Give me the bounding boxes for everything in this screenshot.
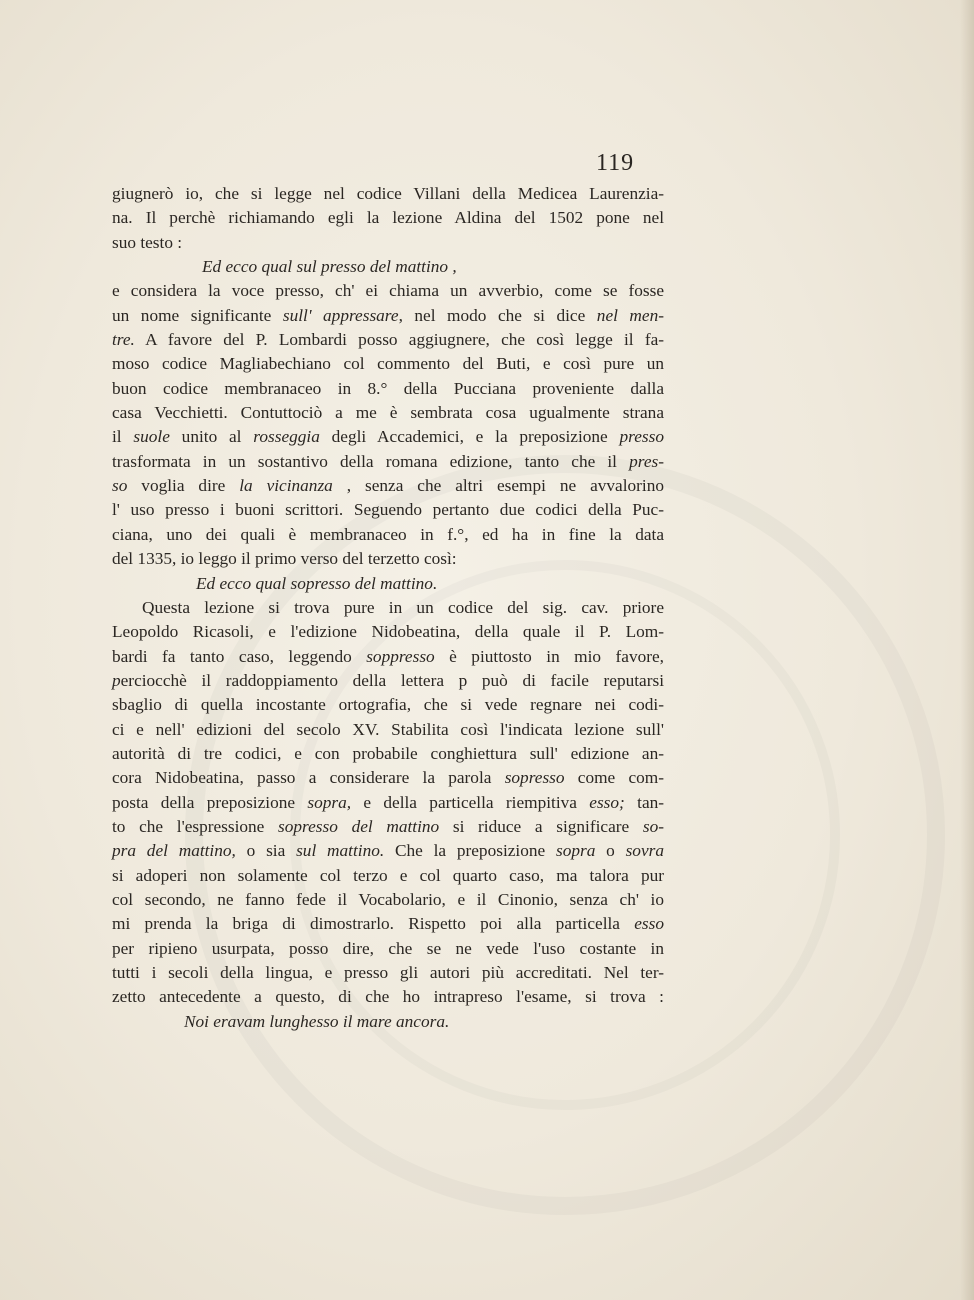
text-line: posta della preposizione sopra, e della particella riempitiva esso; tan- [112,792,665,812]
text-line: so voglia dire la vicinanza , senza che altri esempi ne avvalorino [112,476,664,496]
text-line: trasformata in un sostantivo della romana edizione, tanto che il pres- [112,451,664,471]
verse-line: Ed ecco qual sul presso del mattino , [202,257,457,277]
text-line: mi prenda la briga di dimostrarlo. Rispetto poi alla particella esso [112,914,664,934]
text-line: buon codice membranaceo in 8.° della Pucciana proveniente dalla [112,378,664,398]
text-line: zetto antecedente a questo, di che ho intrapreso l'esame, si trova : [112,987,664,1007]
text-line: Questa lezione si trova pure in un codice del sig. cav. priore [142,597,664,617]
text-line: tre. A favore del P. Lombardi posso aggiugnere, che così legge il fa- [112,330,664,350]
page-number: 119 [596,150,635,176]
text-line: sbaglio di quella incostante ortografia, che si vede regnare nei codi- [112,695,664,715]
text-line: l' uso presso i buoni scrittori. Seguendo pertanto due codici della Puc- [112,500,664,520]
text-line: moso codice Magliabechiano col commento del Buti, e così pure un [112,354,664,374]
verse-line: Ed ecco qual sopresso del mattino. [196,573,438,593]
text-line: si adoperi non solamente col terzo e col quarto caso, ma talora pur [112,865,664,885]
text-line: per ripieno usurpata, posso dire, che se ne vede l'uso costante in [112,938,664,958]
verse-line: Noi eravam lunghesso il mare ancora. [184,1011,450,1031]
body-text [112,182,664,1034]
text-line: suo testo : [112,232,183,252]
text-line: casa Vecchietti. Contuttociò a me è sembrata cosa ugualmente strana [112,403,664,423]
page-edge-shadow [960,0,974,1300]
text-line: autorità di tre codici, e con probabile conghiettura sull' edizione an- [112,743,664,763]
text-line: e considera la voce presso, ch' ei chiama un avverbio, come se fosse [112,281,664,301]
text-line: bardi fa tanto caso, leggendo soppresso è piuttosto in mio favore, [112,646,664,666]
text-line: giugnerò io, che si legge nel codice Villani della Medicea Laurenzia- [112,184,664,203]
text-line: pra del mattino, o sia sul mattino. Che la preposizione sopra o sovra [112,841,664,861]
text-line: perciocchè il raddoppiamento della lettera p può di facile reputarsi [112,670,664,690]
text-line: il suole unito al rosseggia degli Accademici, e la preposizione presso [112,427,664,447]
text-line: del 1335, io leggo il primo verso del terzetto così: [112,549,457,569]
text-line: un nome significante sull' appressare, nel modo che si dice nel men- [112,305,664,325]
text-line: tutti i secoli della lingua, e presso gli autori più accreditati. Nel ter- [112,963,664,982]
text-line: col secondo, ne fanno fede il Vocabolario, e il Cinonio, senza ch' io [112,889,664,909]
text-line: Leopoldo Ricasoli, e l'edizione Nidobeatina, della quale il P. Lom- [112,622,664,642]
text-line: ci e nell' edizioni del secolo XV. Stabilita così l'indicata lezione sull' [112,719,664,739]
text-line: to che l'espressione sopresso del mattino si riduce a significare so- [112,816,664,836]
text-line: ciana, uno dei quali è membranaceo in f.°, ed ha in fine la data [112,524,664,544]
text-line: cora Nidobeatina, passo a considerare la parola sopresso come com- [112,768,664,788]
text-line: na. Il perchè richiamando egli la lezione Aldina del 1502 pone nel [112,208,664,228]
